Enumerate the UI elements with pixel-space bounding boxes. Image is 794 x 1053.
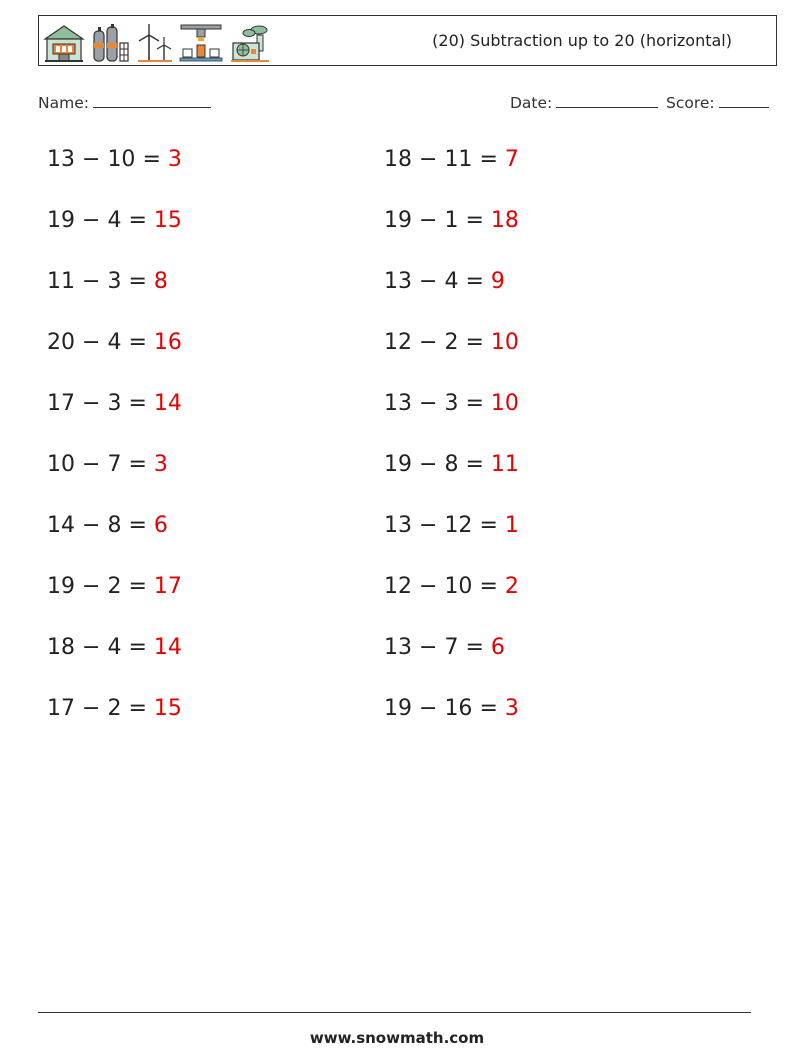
problem-left-7 bbox=[47, 513, 168, 538]
problem-right-7 bbox=[384, 513, 519, 538]
minus-sign: − bbox=[419, 330, 438, 355]
minuend: 13 bbox=[384, 269, 412, 294]
score-label: Score: bbox=[666, 94, 715, 112]
answer: 8 bbox=[153, 269, 168, 294]
minuend: 10 bbox=[47, 452, 75, 477]
problem-left-3 bbox=[47, 269, 168, 294]
answer: 6 bbox=[490, 635, 505, 660]
subtrahend: 7 bbox=[107, 452, 122, 477]
subtrahend: 2 bbox=[107, 696, 122, 721]
answer: 10 bbox=[490, 330, 519, 355]
minuend: 13 bbox=[384, 391, 412, 416]
equals-sign: = bbox=[128, 696, 147, 721]
subtrahend: 2 bbox=[444, 330, 459, 355]
minus-sign: − bbox=[419, 269, 438, 294]
problem-right-5 bbox=[384, 391, 519, 416]
problem-right-10 bbox=[384, 696, 519, 721]
answer: 10 bbox=[490, 391, 519, 416]
footer-url: www.snowmath.com bbox=[309, 1029, 485, 1047]
minus-sign: − bbox=[419, 635, 438, 660]
equals-sign: = bbox=[128, 513, 147, 538]
equals-sign: = bbox=[128, 330, 147, 355]
minuend: 14 bbox=[47, 513, 75, 538]
subtrahend: 11 bbox=[444, 147, 473, 172]
minuend: 18 bbox=[47, 635, 75, 660]
problem-left-9 bbox=[47, 635, 182, 660]
minus-sign: − bbox=[419, 147, 438, 172]
minus-sign: − bbox=[419, 208, 438, 233]
problem-right-3 bbox=[384, 269, 505, 294]
date-blank-line[interactable] bbox=[556, 93, 658, 108]
equals-sign: = bbox=[128, 391, 147, 416]
answer: 14 bbox=[153, 391, 182, 416]
equals-sign: = bbox=[142, 147, 161, 172]
subtrahend: 4 bbox=[107, 635, 122, 660]
answer: 16 bbox=[153, 330, 182, 355]
equals-sign: = bbox=[465, 208, 484, 233]
subtrahend: 3 bbox=[444, 391, 459, 416]
subtrahend: 10 bbox=[107, 147, 136, 172]
answer: 18 bbox=[490, 208, 519, 233]
date-label: Date: bbox=[510, 94, 553, 112]
equals-sign: = bbox=[128, 208, 147, 233]
date-field bbox=[510, 93, 658, 112]
subtrahend: 4 bbox=[107, 330, 122, 355]
problem-right-4 bbox=[384, 330, 519, 355]
minuend: 12 bbox=[384, 330, 412, 355]
minuend: 18 bbox=[384, 147, 412, 172]
problem-left-10 bbox=[47, 696, 182, 721]
answer: 1 bbox=[504, 513, 519, 538]
problem-left-6 bbox=[47, 452, 168, 477]
equals-sign: = bbox=[479, 147, 498, 172]
minuend: 19 bbox=[384, 452, 412, 477]
minuend: 19 bbox=[47, 208, 75, 233]
minus-sign: − bbox=[82, 269, 101, 294]
factory-icon bbox=[43, 23, 85, 63]
equals-sign: = bbox=[479, 696, 498, 721]
equals-sign: = bbox=[128, 574, 147, 599]
minuend: 17 bbox=[47, 391, 75, 416]
minuend: 13 bbox=[384, 513, 412, 538]
answer: 11 bbox=[490, 452, 519, 477]
subtrahend: 1 bbox=[444, 208, 459, 233]
equals-sign: = bbox=[465, 330, 484, 355]
minuend: 13 bbox=[47, 147, 75, 172]
minus-sign: − bbox=[82, 208, 101, 233]
subtrahend: 10 bbox=[444, 574, 473, 599]
answer: 17 bbox=[153, 574, 182, 599]
score-field bbox=[666, 93, 769, 112]
problem-left-2 bbox=[47, 208, 182, 233]
header-icons bbox=[43, 19, 271, 63]
subtrahend: 3 bbox=[107, 269, 122, 294]
answer: 3 bbox=[504, 696, 519, 721]
equals-sign: = bbox=[465, 269, 484, 294]
answer: 9 bbox=[490, 269, 505, 294]
subtrahend: 2 bbox=[107, 574, 122, 599]
problem-right-6 bbox=[384, 452, 519, 477]
score-blank-line[interactable] bbox=[719, 93, 769, 108]
problem-right-2 bbox=[384, 208, 519, 233]
minus-sign: − bbox=[419, 513, 438, 538]
answer: 7 bbox=[504, 147, 519, 172]
wind-turbines-icon bbox=[137, 23, 173, 63]
name-blank-line[interactable] bbox=[93, 93, 211, 108]
worksheet-header bbox=[38, 15, 777, 66]
subtrahend: 16 bbox=[444, 696, 473, 721]
equals-sign: = bbox=[479, 513, 498, 538]
equals-sign: = bbox=[465, 452, 484, 477]
equals-sign: = bbox=[465, 391, 484, 416]
minus-sign: − bbox=[82, 330, 101, 355]
footer-divider bbox=[38, 1012, 751, 1013]
minus-sign: − bbox=[82, 452, 101, 477]
minus-sign: − bbox=[82, 635, 101, 660]
name-field bbox=[38, 93, 211, 112]
subtrahend: 12 bbox=[444, 513, 473, 538]
pipeline-icon bbox=[179, 23, 223, 63]
problem-right-9 bbox=[384, 635, 505, 660]
answer: 3 bbox=[167, 147, 182, 172]
subtrahend: 8 bbox=[444, 452, 459, 477]
minuend: 17 bbox=[47, 696, 75, 721]
problem-left-4 bbox=[47, 330, 182, 355]
minuend: 12 bbox=[384, 574, 412, 599]
minus-sign: − bbox=[82, 147, 101, 172]
minus-sign: − bbox=[82, 574, 101, 599]
problem-left-5 bbox=[47, 391, 182, 416]
name-label: Name: bbox=[38, 94, 89, 112]
answer: 14 bbox=[153, 635, 182, 660]
equals-sign: = bbox=[479, 574, 498, 599]
minuend: 13 bbox=[384, 635, 412, 660]
worksheet-title: (20) Subtraction up to 20 (horizontal) bbox=[432, 31, 732, 50]
minus-sign: − bbox=[419, 574, 438, 599]
minus-sign: − bbox=[82, 391, 101, 416]
equals-sign: = bbox=[128, 269, 147, 294]
gas-tanks-icon bbox=[91, 23, 131, 63]
minus-sign: − bbox=[419, 452, 438, 477]
answer: 3 bbox=[153, 452, 168, 477]
minus-sign: − bbox=[419, 391, 438, 416]
problem-right-8 bbox=[384, 574, 519, 599]
answer: 15 bbox=[153, 208, 182, 233]
problem-left-1 bbox=[47, 147, 182, 172]
minuend: 19 bbox=[47, 574, 75, 599]
subtrahend: 3 bbox=[107, 391, 122, 416]
power-plant-icon bbox=[229, 23, 271, 63]
problem-right-1 bbox=[384, 147, 519, 172]
minuend: 19 bbox=[384, 696, 412, 721]
answer: 6 bbox=[153, 513, 168, 538]
equals-sign: = bbox=[128, 635, 147, 660]
minuend: 20 bbox=[47, 330, 75, 355]
minuend: 19 bbox=[384, 208, 412, 233]
equals-sign: = bbox=[465, 635, 484, 660]
equals-sign: = bbox=[128, 452, 147, 477]
minus-sign: − bbox=[82, 696, 101, 721]
problem-left-8 bbox=[47, 574, 182, 599]
minus-sign: − bbox=[419, 696, 438, 721]
subtrahend: 8 bbox=[107, 513, 122, 538]
minuend: 11 bbox=[47, 269, 75, 294]
subtrahend: 4 bbox=[107, 208, 122, 233]
subtrahend: 7 bbox=[444, 635, 459, 660]
answer: 2 bbox=[504, 574, 519, 599]
answer: 15 bbox=[153, 696, 182, 721]
minus-sign: − bbox=[82, 513, 101, 538]
subtrahend: 4 bbox=[444, 269, 459, 294]
